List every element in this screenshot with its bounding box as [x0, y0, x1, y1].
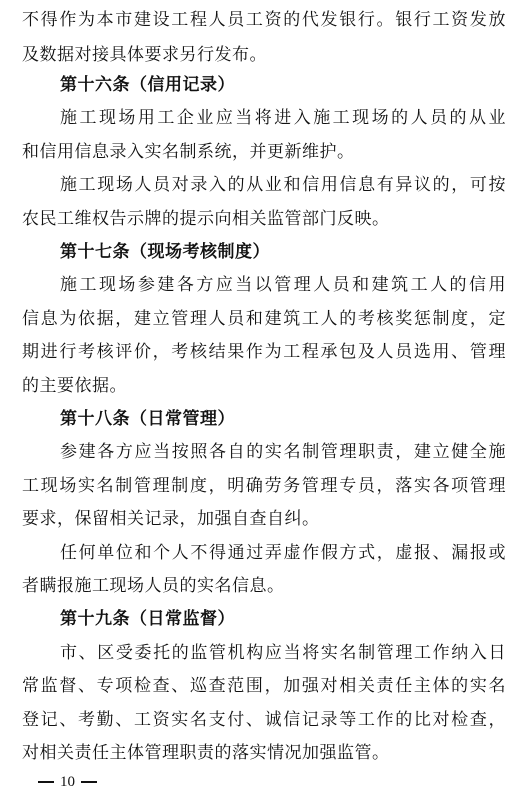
text-line: 任何单位和个人不得通过弄虚作假方式，虚报、漏报或 — [60, 543, 506, 563]
article-18-heading: 第十八条（日常管理） — [60, 409, 235, 429]
text-line: 参建各方应当按照各自的实名制管理职责，建立健全施 — [60, 442, 506, 462]
text-line: 对相关责任主体管理职责的落实情况加强监管。 — [22, 743, 390, 763]
page-number: 10 — [60, 773, 75, 790]
text-line: 施工现场人员对录入的从业和信用信息有异议的，可按 — [60, 175, 506, 195]
text-line: 者瞒报施工现场人员的实名信息。 — [22, 576, 285, 596]
text-line: 施工现场用工企业应当将进入施工现场的人员的从业 — [60, 108, 506, 128]
text-line: 信息为依据，建立管理人员和建筑工人的考核奖惩制度，定 — [22, 309, 506, 329]
text-line: 及数据对接具体要求另行发布。 — [22, 45, 267, 65]
text-line: 市、区受委托的监管机构应当将实名制管理工作纳入日 — [60, 643, 506, 663]
article-19-heading: 第十九条（日常监督） — [60, 609, 235, 629]
text-line: 的主要依据。 — [22, 376, 127, 396]
text-line: 常监督、专项检查、巡查范围，加强对相关责任主体的实名 — [22, 676, 506, 696]
text-line: 和信用信息录入实名制系统，并更新维护。 — [22, 142, 355, 162]
text-line: 要求，保留相关记录，加强自查自纠。 — [22, 509, 320, 529]
text-line: 农民工维权告示牌的提示向相关监管部门反映。 — [22, 209, 390, 229]
article-17-heading: 第十七条（现场考核制度） — [60, 242, 270, 262]
text-line: 登记、考勤、工资实名支付、诚信记录等工作的比对检查， — [22, 710, 506, 730]
text-line: 不得作为本市建设工程人员工资的代发银行。银行工资发放 — [22, 10, 506, 30]
text-line: 施工现场参建各方应当以管理人员和建筑工人的信用 — [60, 275, 506, 295]
text-line: 期进行考核评价，考核结果作为工程承包及人员选用、管理 — [22, 342, 506, 362]
dash-right — [81, 781, 97, 783]
text-line: 工现场实名制管理制度，明确劳务管理专员，落实各项管理 — [22, 476, 506, 496]
article-16-heading: 第十六条（信用记录） — [60, 75, 235, 95]
dash-left — [38, 781, 54, 783]
page-footer — [32, 770, 103, 794]
